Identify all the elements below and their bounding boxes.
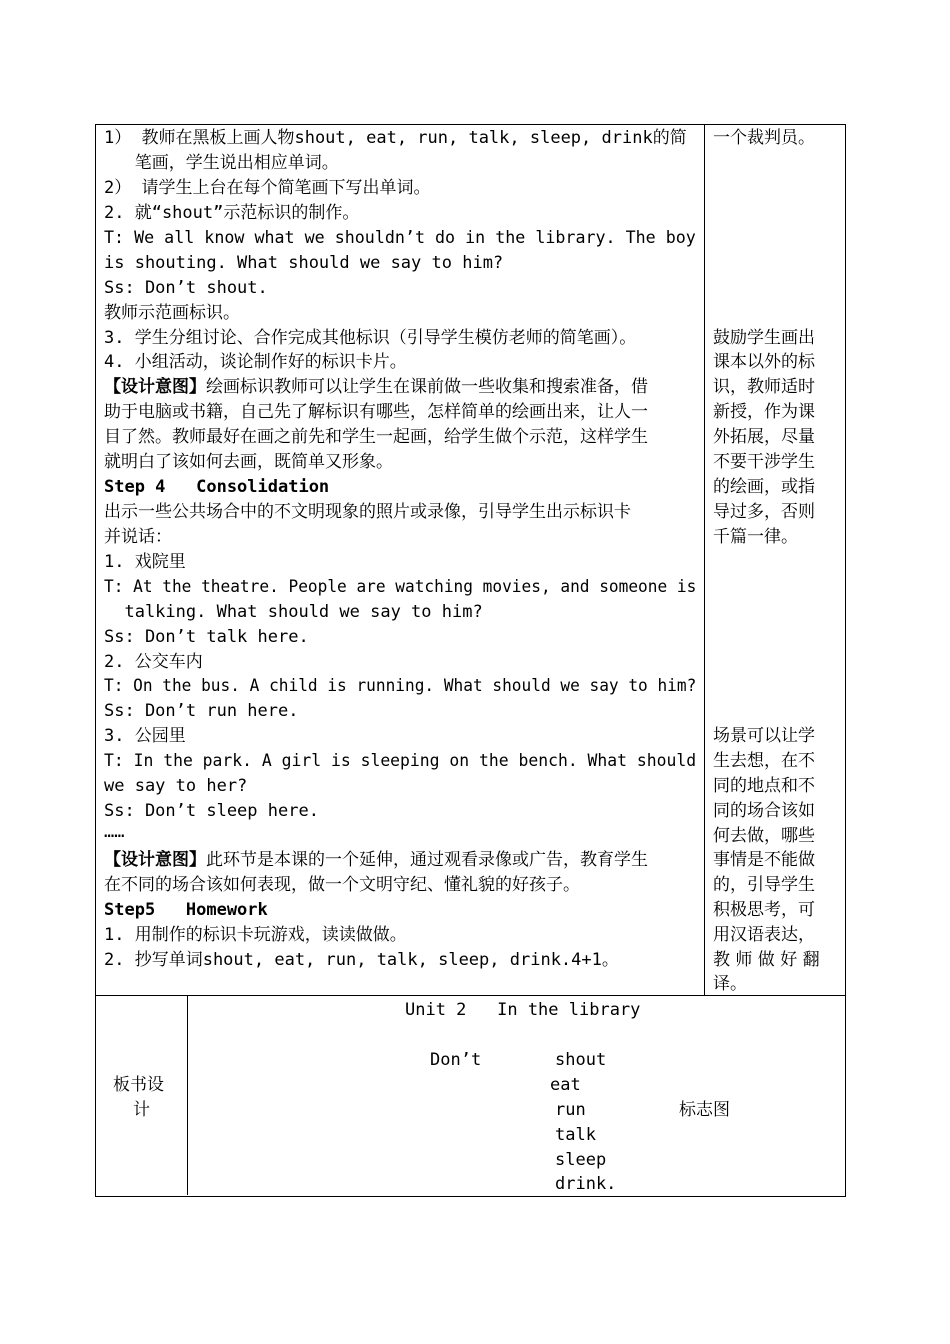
side-note-line: 教 师 做 好 翻 bbox=[713, 950, 820, 970]
step4-line: talking. What should we say to him? bbox=[104, 602, 483, 622]
main-line: 教师示范画标识。 bbox=[104, 303, 240, 323]
step4-line: T: In the park. A girl is sleeping on the bench. What should bbox=[104, 751, 697, 771]
side-note-line: 导过多，否则 bbox=[713, 502, 815, 522]
side-note-line: 识，教师适时 bbox=[713, 377, 815, 397]
design-intent-label: 【设计意图】 bbox=[104, 850, 206, 870]
main-line: 2） 请学生上台在每个简笔画下写出单词。 bbox=[104, 178, 431, 198]
design-intent-text: 绘画标识教师可以让学生在课前做一些收集和搜索准备，借 bbox=[206, 377, 648, 397]
side-column-divider bbox=[704, 124, 705, 996]
side-note-line: 新授，作为课 bbox=[713, 402, 815, 422]
side-note-line: 用汉语表达， bbox=[713, 925, 815, 945]
main-line: 1） 教师在黑板上画人物shout, eat, run, talk, sleep, drink的简 bbox=[104, 128, 687, 148]
design-intent-label: 【设计意图】 bbox=[104, 377, 206, 397]
side-note-line: 生去想，在不 bbox=[713, 751, 815, 771]
design-intent-line: 在不同的场合该如何表现，做一个文明守纪、懂礼貌的好孩子。 bbox=[104, 875, 580, 895]
side-note-line: 场景可以让学 bbox=[713, 726, 815, 746]
board-sign-label: 标志图 bbox=[679, 1100, 730, 1120]
step4-line: Ss: Don’t sleep here. bbox=[104, 801, 319, 821]
main-line: Ss: Don’t shout. bbox=[104, 278, 268, 298]
side-note-line: 译。 bbox=[713, 974, 747, 994]
step4-line: 出示一些公共场合中的不文明现象的照片或录像，引导学生出示标识卡 bbox=[104, 502, 631, 522]
side-note-line: 的，引导学生 bbox=[713, 875, 815, 895]
step4-line: Ss: Don’t run here. bbox=[104, 701, 299, 721]
side-note-line: 课本以外的标 bbox=[713, 352, 815, 372]
main-line: is shouting. What should we say to him? bbox=[104, 253, 504, 273]
board-label: 板书设 bbox=[113, 1075, 164, 1095]
side-note-line: 同的场合该如 bbox=[713, 801, 815, 821]
board-title: Unit 2 In the library bbox=[405, 1000, 641, 1020]
side-note-line: 不要干涉学生 bbox=[713, 452, 815, 472]
step4-line: 2. 公交车内 bbox=[104, 652, 203, 672]
main-line: 笔画，学生说出相应单词。 bbox=[104, 153, 339, 173]
board-word: talk bbox=[555, 1125, 596, 1145]
step4-line: T: On the bus. A child is running. What should we say to him? bbox=[104, 676, 697, 696]
side-note-line: 千篇一律。 bbox=[713, 527, 798, 547]
step4-line: 1. 戏院里 bbox=[104, 552, 186, 572]
step4-line: 3. 公园里 bbox=[104, 726, 186, 746]
step4-line: Ss: Don’t talk here. bbox=[104, 627, 309, 647]
design-intent-line bbox=[104, 375, 648, 400]
board-word: eat bbox=[550, 1075, 581, 1095]
main-line: 4. 小组活动，谈论制作好的标识卡片。 bbox=[104, 352, 407, 372]
side-note-line: 鼓励学生画出 bbox=[713, 328, 815, 348]
step4-line: 并说话： bbox=[104, 527, 172, 547]
board-label-divider bbox=[187, 995, 188, 1195]
board-word: shout bbox=[555, 1050, 607, 1070]
board-word: sleep bbox=[555, 1150, 607, 1170]
design-intent-line: 助于电脑或书籍，自己先了解标识有哪些，怎样简单的绘画出来，让人一 bbox=[104, 402, 648, 422]
step4-heading: Step 4 Consolidation bbox=[104, 477, 330, 497]
main-line: 2. 就“shout”示范标识的制作。 bbox=[104, 203, 360, 223]
design-intent-line: 目了然。教师最好在画之前先和学生一起画，给学生做个示范，这样学生 bbox=[104, 427, 648, 447]
design-intent-line bbox=[104, 848, 648, 873]
side-note-line: 事情是不能做 bbox=[713, 850, 815, 870]
step5-line: 1. 用制作的标识卡玩游戏，读读做做。 bbox=[104, 925, 407, 945]
board-label: 计 bbox=[133, 1100, 150, 1120]
step4-line: T: At the theatre. People are watching movies, and someone is bbox=[104, 577, 697, 597]
board-dont: Don’t bbox=[430, 1050, 482, 1070]
side-note-line: 何去做，哪些 bbox=[713, 826, 815, 846]
design-intent-line: 就明白了该如何去画，既简单又形象。 bbox=[104, 452, 393, 472]
step5-line: 2. 抄写单词shout, eat, run, talk, sleep, drink.4+1。 bbox=[104, 950, 619, 970]
side-note-line: 同的地点和不 bbox=[713, 776, 815, 796]
side-note-line: 一个裁判员。 bbox=[713, 128, 815, 148]
step4-line: we say to her? bbox=[104, 776, 248, 796]
side-note-line: 外拓展，尽量 bbox=[713, 427, 815, 447]
board-word: drink. bbox=[555, 1174, 617, 1194]
design-intent-text: 此环节是本课的一个延伸，通过观看录像或广告，教育学生 bbox=[206, 850, 648, 870]
side-note-line: 的绘画，或指 bbox=[713, 477, 815, 497]
step4-line: …… bbox=[104, 822, 125, 842]
step5-heading: Step5 Homework bbox=[104, 900, 268, 920]
main-line: 3. 学生分组讨论、合作完成其他标识（引导学生模仿老师的简笔画）。 bbox=[104, 328, 637, 348]
main-line: T: We all know what we shouldn’t do in the library. The boy bbox=[104, 228, 696, 248]
side-note-line: 积极思考，可 bbox=[713, 900, 815, 920]
board-word: run bbox=[555, 1100, 586, 1120]
